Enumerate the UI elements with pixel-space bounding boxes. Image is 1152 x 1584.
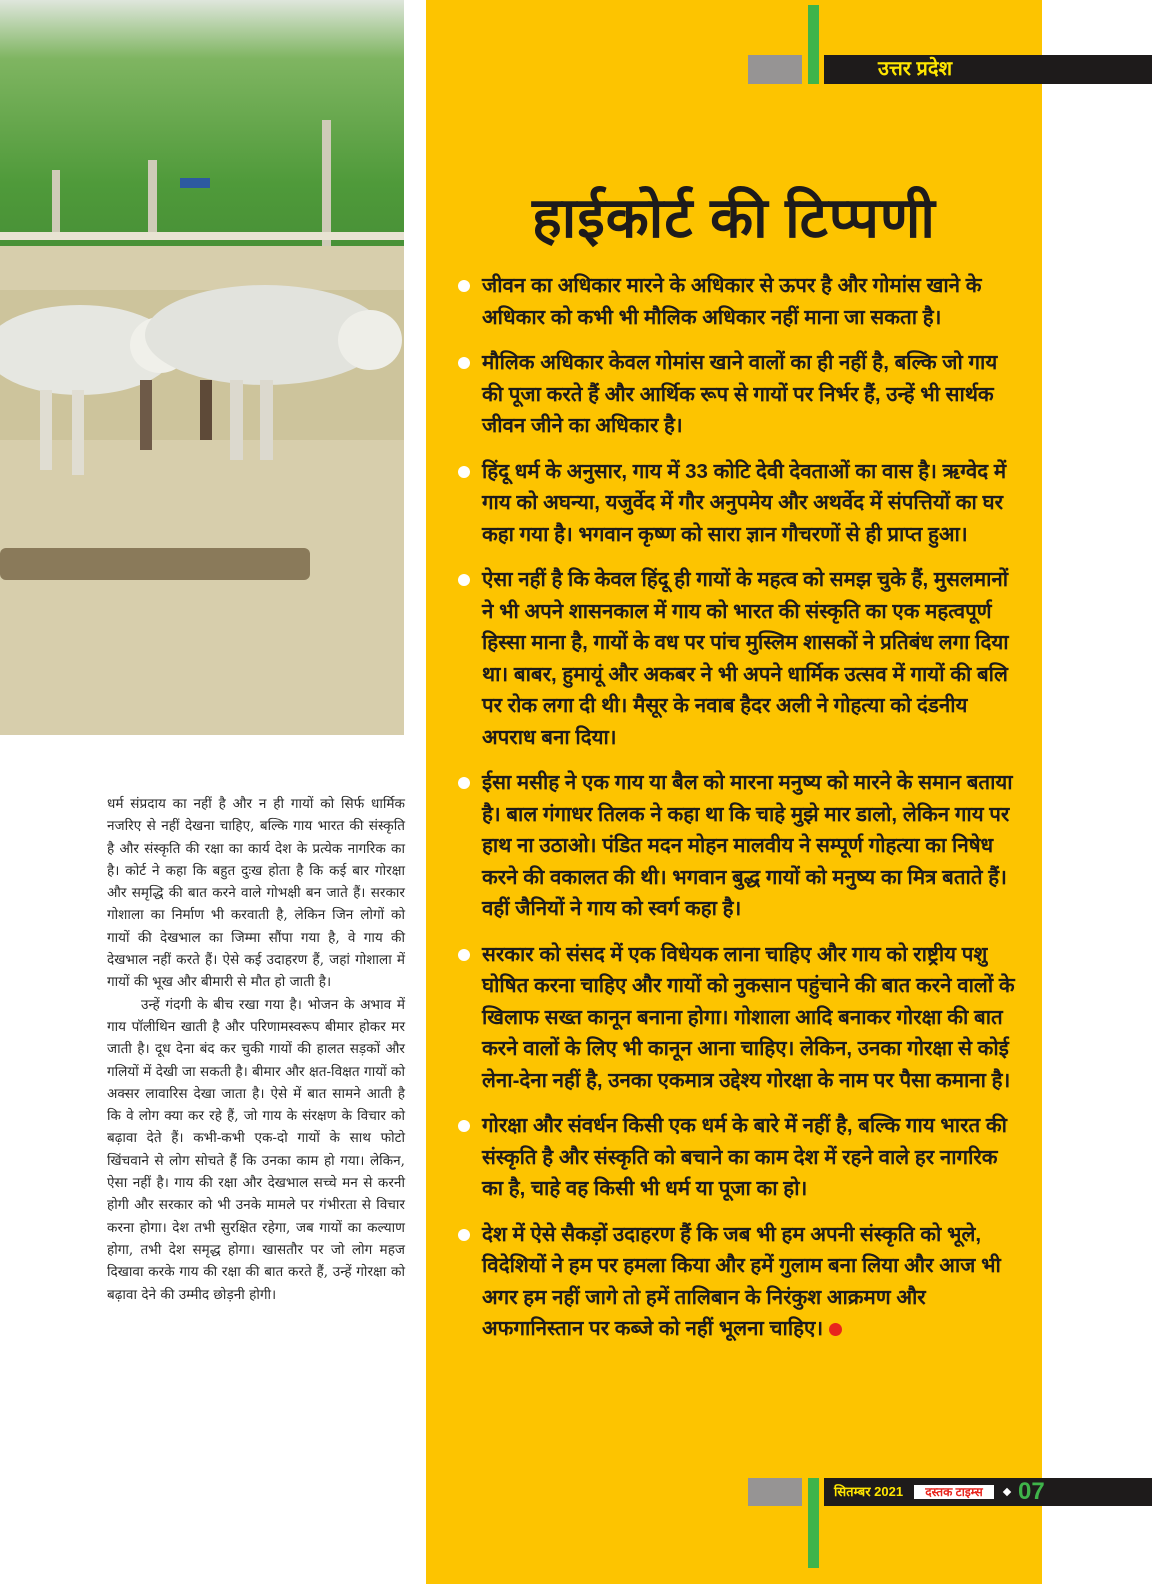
bullet-icon <box>458 949 470 961</box>
list-item <box>458 767 1018 925</box>
section-label: उत्तर प्रदेश <box>878 58 953 80</box>
list-item-text: देश में ऐसे सैकड़ों उदाहरण हैं कि जब भी हम अपनी संस्कृति को भूले, विदेशियों ने हम पर हमला किया और हमें गुलाम बना लिया और आज भी अगर हम नहीं जागे तो हमें तालिबान के निरंकुश आक्रमण और अफगानिस्तान पर कब्जे को नहीं भूलना चाहिए। <box>482 1222 1001 1340</box>
cow-leg <box>140 380 152 450</box>
cows-illustration <box>0 0 404 735</box>
list-item-text: ईसा मसीह ने एक गाय या बैल को मारना मनुष्य को मारने के समान बताया है। बाल गंगाधर तिलक ने कहा था कि चाहे मुझे मार डालो, लेकिन गाय पर हाथ ना उठाओ। पंडित मदन मोहन मालवीय ने सम्पूर्ण गोहत्या का निषेध करने की वकालत की थी। भगवान बुद्ध गायों को मनुष्य का मित्र बताते हैं। वहीं जैनियों ने गाय को स्वर्ग कहा है। <box>482 771 1013 920</box>
list-item <box>458 1110 1018 1205</box>
header-band <box>824 55 1152 84</box>
issue-date: सितम्बर 2021 <box>834 1484 904 1499</box>
cow-leg <box>230 380 243 460</box>
log <box>0 548 310 580</box>
comments-list <box>458 270 1018 1359</box>
list-item <box>458 347 1018 442</box>
list-item-text: हिंदू धर्म के अनुसार, गाय में 33 कोटि देवी देवताओं का वास है। ऋग्वेद में गाय को अघन्या, यजुर्वेद में गौर अनुपमेय और अथर्वेद में संपत्तियों का घर कहा गया है। भगवान कृष्ण को सारा ज्ञान गौचरणों से ही प्राप्त हुआ। <box>482 459 1007 546</box>
tree-trunk <box>52 170 60 240</box>
fence <box>0 232 404 240</box>
tree-trunk <box>322 120 331 250</box>
page-number: 07 <box>1018 1478 1045 1505</box>
cow-leg <box>200 380 212 440</box>
list-item <box>458 270 1018 333</box>
bullet-icon <box>458 466 470 478</box>
header-gray-block <box>748 55 802 84</box>
footer-green-bar <box>808 1478 819 1568</box>
cow-leg <box>260 380 273 460</box>
list-item <box>458 939 1018 1097</box>
tree-trunk <box>148 160 157 240</box>
list-item <box>458 564 1018 753</box>
bullet-icon <box>458 574 470 586</box>
article-body <box>107 793 405 1306</box>
list-item-text: जीवन का अधिकार मारने के अधिकार से ऊपर है और गोमांस खाने के अधिकार को कभी भी मौलिक अधिकार नहीं माना जा सकता है। <box>482 274 982 329</box>
cows-photo <box>0 0 404 735</box>
article-paragraph: उन्हें गंदगी के बीच रखा गया है। भोजन के अभाव में गाय पॉलीथिन खाती है और परिणामस्वरूप बीमार होकर मर जाती है। दूध देना बंद कर चुकी गायों की हालत सड़कों और गलियों में देखी जा सकती है। बीमार और क्षत-विक्षत गायों को अक्सर लावारिस देखा जाता है। ऐसे में बात सामने आती है कि वे लोग क्या कर रहे हैं, जो गाय के संरक्षण के विचार को बढ़ावा देते हैं। कभी-कभी एक-दो गायों के साथ फोटो खिंचवाने से लोग सोचते हैं कि उनका काम हो गया। लेकिन, ऐसा नहीं है। गाय की रक्षा और देखभाल सच्चे मन से करनी होगी और सरकार को भी उनके मामले पर गंभीरता से विचार करना होगा। देश तभी सुरक्षित रहेगा, जब गायों का कल्याण होगा, तभी देश समृद्ध होगा। खासतौर पर जो लोग महज दिखावा करके गाय की रक्षा की बात करते हैं, उन्हें गोरक्षा को बढ़ावा देने की उम्मीद छोड़नी होगी। <box>107 996 405 1303</box>
header-green-bar <box>808 5 819 84</box>
article-paragraph: धर्म संप्रदाय का नहीं है और न ही गायों को सिर्फ धार्मिक नजरिए से नहीं देखना चाहिए, बल्कि गाय भारत की संस्कृति है और संस्कृति की रक्षा का कार्य देश के प्रत्येक नागरिक का है। कोर्ट ने कहा कि बहुत दुःख होता है कि कई बार गोरक्षा और समृद्धि की बात करने वाले गोभक्षी बन जाते हैं। सरकार गोशाला का निर्माण भी करवाती है, लेकिन जिन लोगों को गायों की देखभाल का जिम्मा सौंपा गया है, वे गाय की देखभाल नहीं करते हैं। ऐसे कई उदाहरण हैं, जहां गोशाला में गायों की भूख और बीमारी से मौत हो जाती है। <box>107 796 405 991</box>
list-item-text: मौलिक अधिकार केवल गोमांस खाने वालों का ही नहीं है, बल्कि जो गाय की पूजा करते हैं और आर्थिक रूप से गायों पर निर्भर हैं, उन्हें भी सार्थक जीवन जीने का अधिकार है। <box>482 351 998 437</box>
footer-gray-block <box>748 1478 802 1506</box>
list-item-text: सरकार को संसद में एक विधेयक लाना चाहिए और गाय को राष्ट्रीय पशु घोषित करना चाहिए और गायों को नुकसान पहुंचाने की बात करने वालों के खिलाफ सख्त कानून बनाना होगा। गोशाला आदि बनाकर गोरक्षा की बात करने वालों के लिए भी कानून आना चाहिए। लेकिन, उनका गोरक्षा से कोई लेना-देना नहीं है, उनका एकमात्र उद्देश्य गोरक्षा के नाम पर पैसा कमाना है। <box>482 942 1015 1092</box>
bullet-icon <box>458 357 470 369</box>
cow-head <box>338 310 402 370</box>
cow-leg <box>40 390 52 470</box>
bullet-icon <box>458 1120 470 1132</box>
list-item-text: गोरक्षा और संवर्धन किसी एक धर्म के बारे में नहीं है, बल्कि गाय भारत की संस्कृति है और संस्कृति को बचाने का काम देश में रहने वाले हर नागरिक का है, चाहे वह किसी भी धर्म या पूजा का हो। <box>482 1114 1007 1200</box>
list-item <box>458 456 1018 551</box>
end-mark-icon <box>829 1323 842 1336</box>
sidebar-title: हाईकोर्ट की टिप्पणी <box>532 186 936 249</box>
publication-logo: दस्तक टाइम्स <box>914 1485 994 1499</box>
bullet-icon <box>458 280 470 292</box>
blue-tarp <box>180 178 210 188</box>
bullet-icon <box>458 1229 470 1241</box>
list-item-text: ऐसा नहीं है कि केवल हिंदू ही गायों के महत्व को समझ चुके हैं, मुसलमानों ने भी अपने शासनकाल में गाय को भारत की संस्कृति का एक महत्वपूर्ण हिस्सा माना है, गायों के वध पर पांच मुस्लिम शासकों ने प्रतिबंध लगा दिया था। बाबर, हुमायूं और अकबर ने भी अपने धार्मिक उत्सव में गायों की बलि पर रोक लगा दी थी। मैसूर के नवाब हैदर अली ने गोहत्या को दंडनीय अपराध बना दिया। <box>482 568 1009 749</box>
bullet-icon <box>458 777 470 789</box>
cow-leg <box>72 390 84 475</box>
list-item <box>458 1219 1018 1345</box>
